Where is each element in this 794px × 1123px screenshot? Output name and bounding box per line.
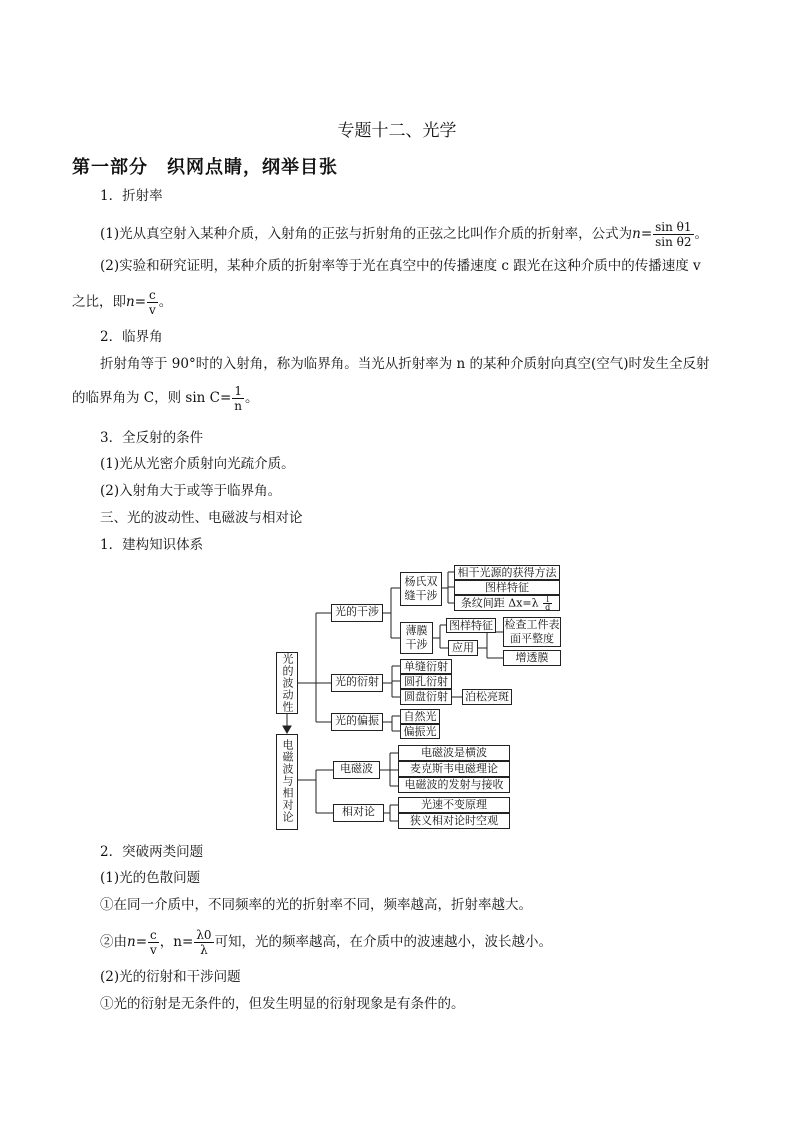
- s1-heading: 1．折射率: [100, 188, 163, 204]
- s5-q1-a: ①在同一介质中，不同频率的光的折射率不同，频率越高，折射率越大。: [100, 897, 532, 913]
- s5-heading: 2．突破两类问题: [100, 844, 204, 860]
- node-application: 应用: [448, 640, 478, 656]
- node-polarization: 光的偏振: [331, 713, 383, 731]
- node-thinfilm: 薄膜干涉: [400, 622, 433, 654]
- s3-item-1: (1)光从光密介质射向光疏介质。: [100, 456, 295, 472]
- node-diff-item-1: 单缝衍射: [400, 659, 452, 674]
- node-young-item-2: 图样特征: [454, 580, 560, 595]
- s2-den: n: [234, 399, 243, 413]
- node-diff-item-3: 圆盘衍射: [400, 689, 452, 705]
- node-em-item-2: 麦克斯韦电磁理论: [398, 761, 510, 777]
- root-em-label: 电磁波与相对论: [281, 739, 294, 823]
- node-diffraction: 光的衍射: [331, 674, 383, 692]
- s2-line2-pre: 的临界角为 C，则 sin C=: [72, 390, 232, 406]
- s4-heading: 三、光的波动性、电磁波与相对论: [100, 510, 303, 526]
- node-app-item-2: 增透膜: [503, 650, 561, 666]
- node-young-item-1: 相干光源的获得方法: [454, 565, 560, 580]
- q1b-pre: ②由: [100, 934, 127, 950]
- node-diff-item-2: 圆孔衍射: [400, 674, 452, 689]
- node-thinfilm-feature: 图样特征: [446, 618, 496, 633]
- s5-q2: (2)光的衍射和干涉问题: [100, 969, 241, 985]
- s1-p2-den: v: [149, 303, 156, 317]
- s1-p2-lhs: n=: [126, 294, 147, 310]
- node-rel-item-2: 狭义相对论时空观: [398, 813, 510, 829]
- s3-item-2: (2)入射角大于或等于临界角。: [100, 483, 282, 499]
- part1-heading: 第一部分 织网点睛，纲举目张: [72, 157, 338, 178]
- node-poisson: 泊松亮斑: [462, 689, 512, 705]
- diagram-root-em-relativity: [276, 734, 298, 830]
- node-app-item-1: 检查工件表面平整度: [504, 618, 560, 645]
- page-title: 专题十二、光学: [337, 121, 457, 141]
- s1-p2-pre: 之比，即: [72, 294, 126, 310]
- node-rel-item-1: 光速不变原理: [398, 797, 510, 813]
- s1-p1-num: sin θ1: [655, 220, 692, 234]
- s2-end: 。: [245, 390, 259, 406]
- fringe-fraction: [543, 596, 552, 611]
- q1b-mid: ，n=: [159, 934, 194, 950]
- node-em: 电磁波: [333, 761, 380, 779]
- s1-p2-num: c: [147, 288, 158, 303]
- s2-num: 1: [232, 384, 244, 399]
- s1-p1-den: sin θ2: [655, 235, 692, 249]
- node-pol-item-2: 偏振光: [400, 724, 440, 739]
- node-relativity: 相对论: [333, 804, 384, 822]
- s1-p1-text: (1)光从真空射入某种介质，入射角的正弦与折射角的正弦之比叫作介质的折射率，公式为: [100, 226, 633, 242]
- q1b-den1: v: [150, 943, 157, 957]
- s2-heading: 2．临界角: [100, 329, 163, 345]
- q1b-lhs1: n=: [127, 934, 148, 950]
- q1b-num1: c: [148, 928, 159, 943]
- node-em-item-1: 电磁波是横波: [398, 745, 510, 761]
- young-item-3-text: 条纹间距 Δx=λ: [460, 596, 539, 610]
- node-pol-item-1: 自然光: [400, 709, 440, 724]
- diagram-root-wave: [276, 652, 298, 714]
- node-em-item-3: 电磁波的发射与接收: [398, 777, 510, 793]
- s1-p2-end: 。: [158, 294, 173, 310]
- q1b-post: 可知，光的频率越高，在介质中的波速越小，波长越小。: [214, 934, 553, 950]
- node-interference: 光的干涉: [331, 604, 383, 622]
- s1-p1-lhs: n=: [632, 226, 653, 242]
- root-wave-label: 光的波动性: [281, 653, 294, 713]
- node-young: 杨氏双缝干涉: [400, 572, 442, 606]
- s1-p2-line1: (2)实验和研究证明，某种介质的折射率等于光在真空中的传播速度 c 跟光在这种介质中的传播速度 v: [100, 258, 701, 274]
- s4-sub1: 1．建构知识体系: [100, 537, 204, 553]
- s3-heading: 3．全反射的条件: [100, 430, 204, 446]
- s2-line1: 折射角等于 90°时的入射角，称为临界角。当光从折射率为 n 的某种介质射向真空(空气)时发生全反射: [100, 356, 710, 372]
- s5-q2-a: ①光的衍射是无条件的，但发生明显的衍射现象是有条件的。: [100, 996, 465, 1012]
- q1b-fraction-2: [194, 928, 213, 957]
- s5-q1: (1)光的色散问题: [100, 870, 201, 886]
- s1-p1-end: 。: [694, 226, 709, 242]
- fringe-den: d: [545, 603, 551, 612]
- q1b-num2: λ0: [196, 928, 212, 942]
- node-young-item-3: [454, 595, 560, 611]
- q1b-fraction-1: [148, 928, 159, 957]
- q1b-den2: λ: [200, 943, 208, 957]
- s5-q1-b: [100, 928, 552, 957]
- fringe-num: l: [543, 596, 552, 604]
